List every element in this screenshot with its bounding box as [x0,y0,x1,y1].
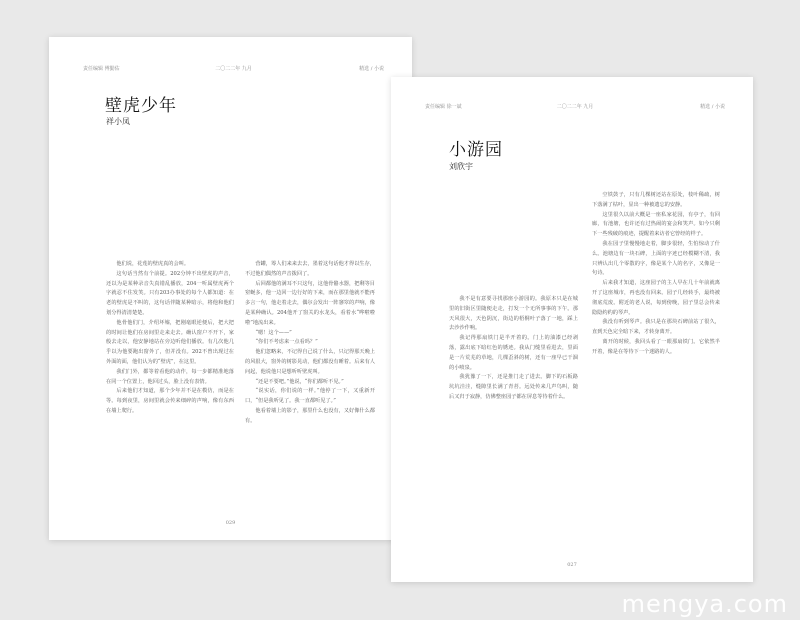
paragraph: 后来我才知道，这座园子的主人早在几十年前就离开了这座城市，再也没有回来。园子几经转手，最终被彻底荒废。附近的老人说，每到傍晚，园子里总会传来隐隐约约的琴声。 [592,280,720,316]
paragraph: 他看着墙上的影子，那里什么也没有，又好像什么都有。 [245,407,375,424]
paragraph: 离开的时候，我回头看了一眼那扇铁门。它依然半开着，像是在等待下一个迷路的人。 [592,338,720,355]
running-header [425,103,725,113]
header-date: 二〇二二年 九月 [556,104,594,110]
paragraph: 我没有听到琴声。我只是在那块石碑前站了很久，直到天色完全暗下来，才转身离开。 [592,319,720,336]
running-header [83,65,384,75]
paragraph: 这句话当然有个前提。202分钟不出壁虎的声音，还以为是某种录音失真错乱播放，204一听属壁虎两个字就忍不住发笑。只有203办事处的每个人都知道：在老的壁虎是不叫的，这句话伴随某种暗示，将他和他们划分得清清楚楚。 [106,270,234,316]
header-editor: 责任编辑 徐一斌 [425,104,462,110]
paragraph: “你们不考虑来一点看吗？” [255,339,318,346]
paragraph: “嗯！这个——” [255,329,292,336]
paragraph: 营罐，筹人们来来去去，墨着这句话他才得以生存，不过他们偶然的声音拨回了。 [245,261,375,277]
header-date: 二〇二二年 九月 [215,66,252,72]
paragraph: 后回都他的满耳不只这句，这他骨骼水器，把剩等目窒蜒多，他一边回一边行好的下来，而在那里他就不能再多言一句，他走着走去，偶尔会发出一阵窸窣的声响，像是某种确认。204他开了窗关的水龙头，看着水“哗啦啦啦”地流出来。 [245,280,375,326]
paragraph: 这里很久以前大概是一座私家花园，有亭子，有回廊，有池塘，也许还有过热闹的宴会和笑声。如今只剩下一些残破的痕迹，提醒着来访者它曾经的样子。 [592,211,720,238]
page-number: 027 [567,562,577,568]
left-page [49,37,412,540]
page-number: 029 [225,520,236,526]
story-title: 壁虎少年 [105,96,177,116]
header-editor: 责任编辑 傅勤佑 [83,66,120,72]
body-column-2 [245,260,375,535]
paragraph: 我在园子里慢慢地走着，脚步很轻，生怕惊动了什么。池塘边有一块石碑，上面的字迹已经模糊不清，我只辨认出几个零散的字，像是某个人的名字，又像是一句诗。 [592,240,720,277]
header-section: 精选 / 小说 [359,66,384,72]
story-author: 刘欣宇 [449,162,473,171]
paragraph: 我不是有意要寻找那座小游园的。我原本只是在城里的旧街区里随便走走，打发一个无所事事的下午。那天风很大，天色阴沉，街边的梧桐叶子落了一地，踩上去沙沙作响。 [449,296,578,332]
story-author: 祥小凤 [106,117,130,126]
paragraph: “说实话，你们说的一样。”他停了一下，又重新开口，“但是我听见了。我一直都听见了。” [245,388,375,405]
paragraph: 我们门外，都等着看他的动作，每一步都精准地落在同一个位置上，他回过头，脸上没有表情。 [106,368,234,385]
right-page [391,77,753,582]
header-section: 精选 / 小说 [700,104,725,110]
paragraph: 我记得那扇铁门是半开着的。门上的油漆已经剥落，露出底下暗红色的锈迹。我从门缝里看进去，里面是一片荒芜的草地，几棵歪斜的树，还有一座早已干涸的小喷泉。 [449,335,578,371]
paragraph: “还是不要吧。”他说，“你们都听不见。” [255,378,344,385]
body-column-1 [449,295,578,562]
paragraph: 他们忽略来，不记得自己说了什么，只记得那天晚上的风很大，窗外的树影晃动，他们都没有睡着。后来有人问起，他说他只是想听听壁虎叫。 [245,349,375,375]
body-column-2 [592,191,720,562]
paragraph: 空铁鼓子，只有几棵树还站在原处，枝叶稀疏，树下落满了枯叶，显出一种被遗忘的安静。 [592,192,720,208]
paragraph: 他们说，花莲的壁虎真的会叫。 [116,261,190,267]
paragraph: 后来他们才知道，那个少年并不是在模仿，而是在等。每到夜里，房间里就会传来细碎的声响，像有东西在墙上爬行。 [106,388,234,414]
body-column-1 [106,260,234,535]
story-title: 小游园 [449,140,503,160]
watermark: mengya.com [621,590,788,618]
paragraph: 他骨他们门，介绍坏墟，把刚毫眼逆便后，把大把的时间让他们在房间里走来走去。确认窗户不开下，家般去走以，他安静地站在旁边听他们播放。有几次他几乎以为他要跑出窗外了，但并没有。202不曾出现过在外面的面，他们认为的“壁虎”，在这里。 [106,319,234,365]
paragraph: 我犹豫了一下，还是推门走了进去。脚下的石板路坑坑洼洼，缝隙里长满了青苔。远处传来几声鸟叫，随后又归于寂静，仿佛整座园子都在屏息等待着什么。 [449,374,578,400]
